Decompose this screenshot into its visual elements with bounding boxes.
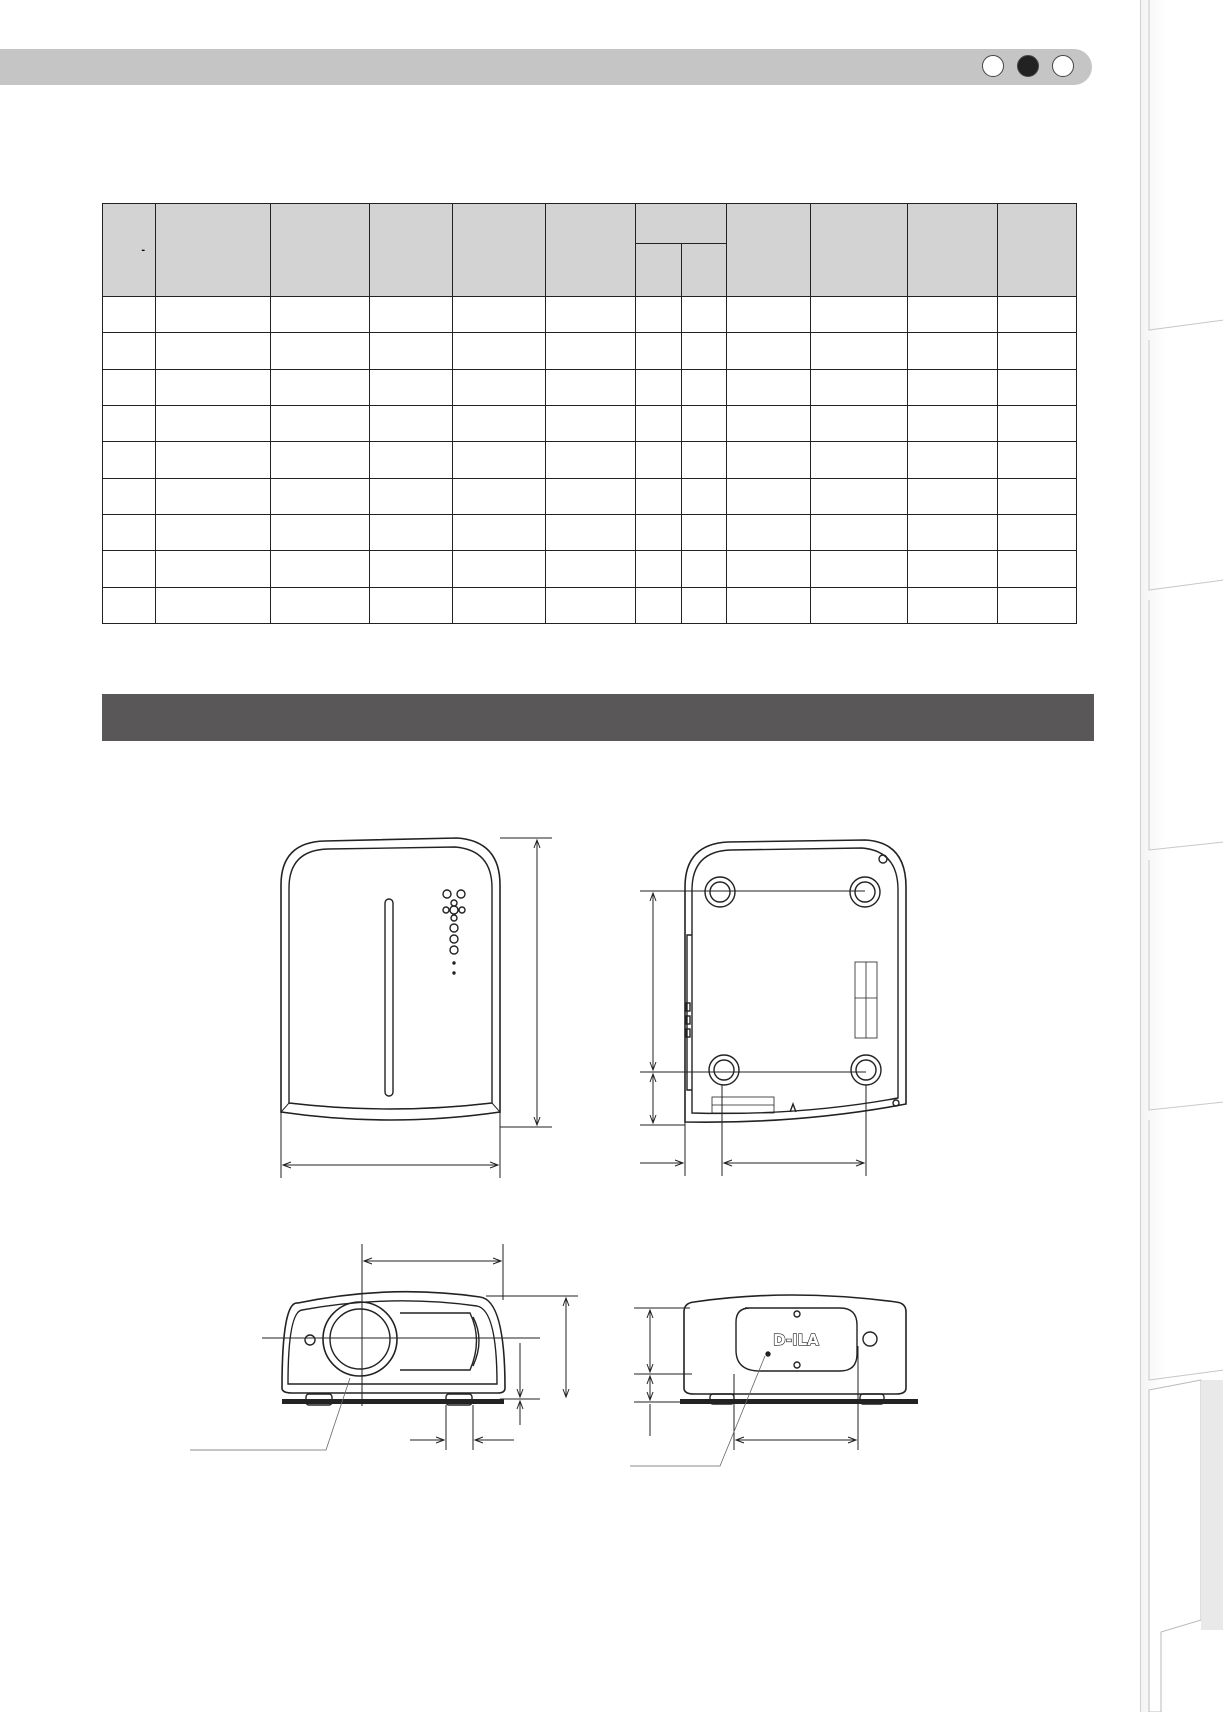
header-marker: - — [141, 244, 145, 256]
side-tabs-outline — [1141, 0, 1223, 1712]
d-ila-logo: D-ILA — [773, 1331, 819, 1349]
side-index-tabs — [1140, 0, 1223, 1712]
rear-view-drawing — [684, 1295, 906, 1404]
top-view-drawing — [281, 838, 500, 1120]
bottom-view-drawing — [685, 840, 906, 1122]
front-view-drawing — [282, 1292, 505, 1405]
